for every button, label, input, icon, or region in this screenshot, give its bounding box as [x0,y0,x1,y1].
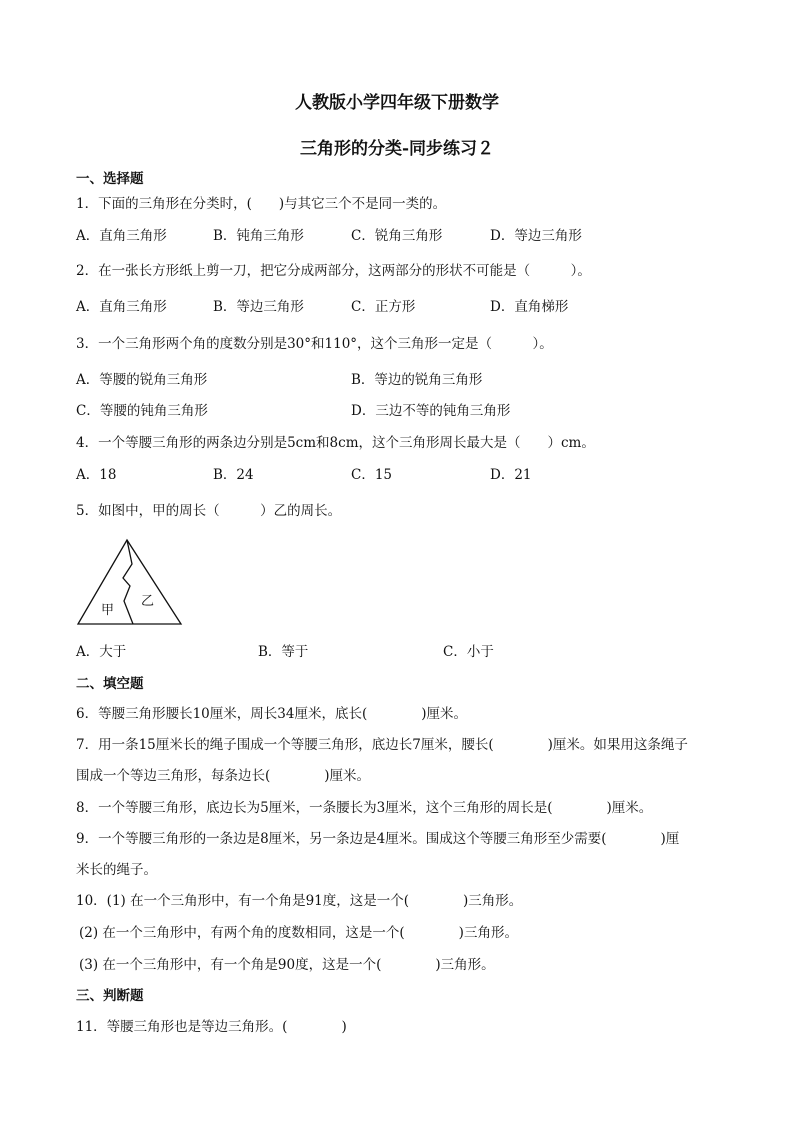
q2-option-a: A．直角三角形 [76,299,167,315]
label-jia: 甲 [101,603,115,618]
question-9-line1: 9．一个等腰三角形的一条边是8厘米，另一条边是4厘米。围成这个等腰三角形至少需要( )厘 [76,831,680,847]
q2-option-c: C．正方形 [351,299,416,315]
question-5: 5．如图中，甲的周长（ ）乙的周长。 [76,503,342,519]
question-10-part3: (3) 在一个三角形中，有一个角是90度，这是一个( )三角形。 [79,957,495,973]
q4-option-d: D．21 [490,467,532,483]
question-7-line2: 围成一个等边三角形，每条边长( )厘米。 [76,768,371,784]
question-6: 6．等腰三角形腰长10厘米，周长34厘米，底长( )厘米。 [76,706,467,722]
section-heading-choice: 一、选择题 [76,171,144,187]
question-1: 1．下面的三角形在分类时，( )与其它三个不是同一类的。 [76,196,447,212]
q3-option-a: A．等腰的锐角三角形 [76,372,208,388]
q1-option-b: B．钝角三角形 [213,228,304,244]
question-10-part1: 10．(1) 在一个三角形中，有一个角是91度，这是一个( )三角形。 [76,893,523,909]
triangle-figure [75,538,185,628]
page-subtitle: 三角形的分类-同步练习２ [299,139,495,159]
q3-option-c: C．等腰的钝角三角形 [76,403,208,419]
section-heading-fill: 二、填空题 [76,676,144,692]
q1-option-a: A．直角三角形 [76,228,167,244]
q3-option-d: D．三边不等的钝角三角形 [351,403,511,419]
q3-option-b: B．等边的锐角三角形 [351,372,483,388]
question-7-line1: 7．用一条15厘米长的绳子围成一个等腰三角形，底边长7厘米，腰长( )厘米。如果用这条绳子 [76,737,688,753]
q5-option-b: B．等于 [258,644,309,660]
q5-option-a: A．大于 [76,644,127,660]
question-2: 2．在一张长方形纸上剪一刀，把它分成两部分，这两部分的形状不可能是（ ）。 [76,263,591,279]
question-9-line2: 米长的绳子。 [76,862,157,878]
q4-option-c: C．15 [351,467,393,483]
question-3: 3．一个三角形两个角的度数分别是30°和110°，这个三角形一定是（ ）。 [76,336,553,352]
page-title: 人教版小学四年级下册数学 [295,93,499,113]
label-yi: 乙 [141,594,155,609]
q2-option-d: D．直角梯形 [490,299,569,315]
dividing-zigzag [123,540,133,624]
question-10-part2: (2) 在一个三角形中，有两个角的度数相同，这是一个( )三角形。 [79,925,518,941]
q2-option-b: B．等边三角形 [213,299,304,315]
question-8: 8．一个等腰三角形，底边长为5厘米，一条腰长为3厘米，这个三角形的周长是( )厘米。 [76,800,653,816]
q1-option-c: C．锐角三角形 [351,228,443,244]
q1-option-d: D．等边三角形 [490,228,582,244]
question-11: 11．等腰三角形也是等边三角形。( ) [76,1019,347,1035]
section-heading-judge: 三、判断题 [76,988,144,1004]
q4-option-a: A．18 [76,467,117,483]
question-4: 4．一个等腰三角形的两条边分别是5cm和8cm，这个三角形周长最大是（ ）cm。 [76,435,595,451]
q5-option-c: C．小于 [443,644,494,660]
q4-option-b: B．24 [213,467,254,483]
